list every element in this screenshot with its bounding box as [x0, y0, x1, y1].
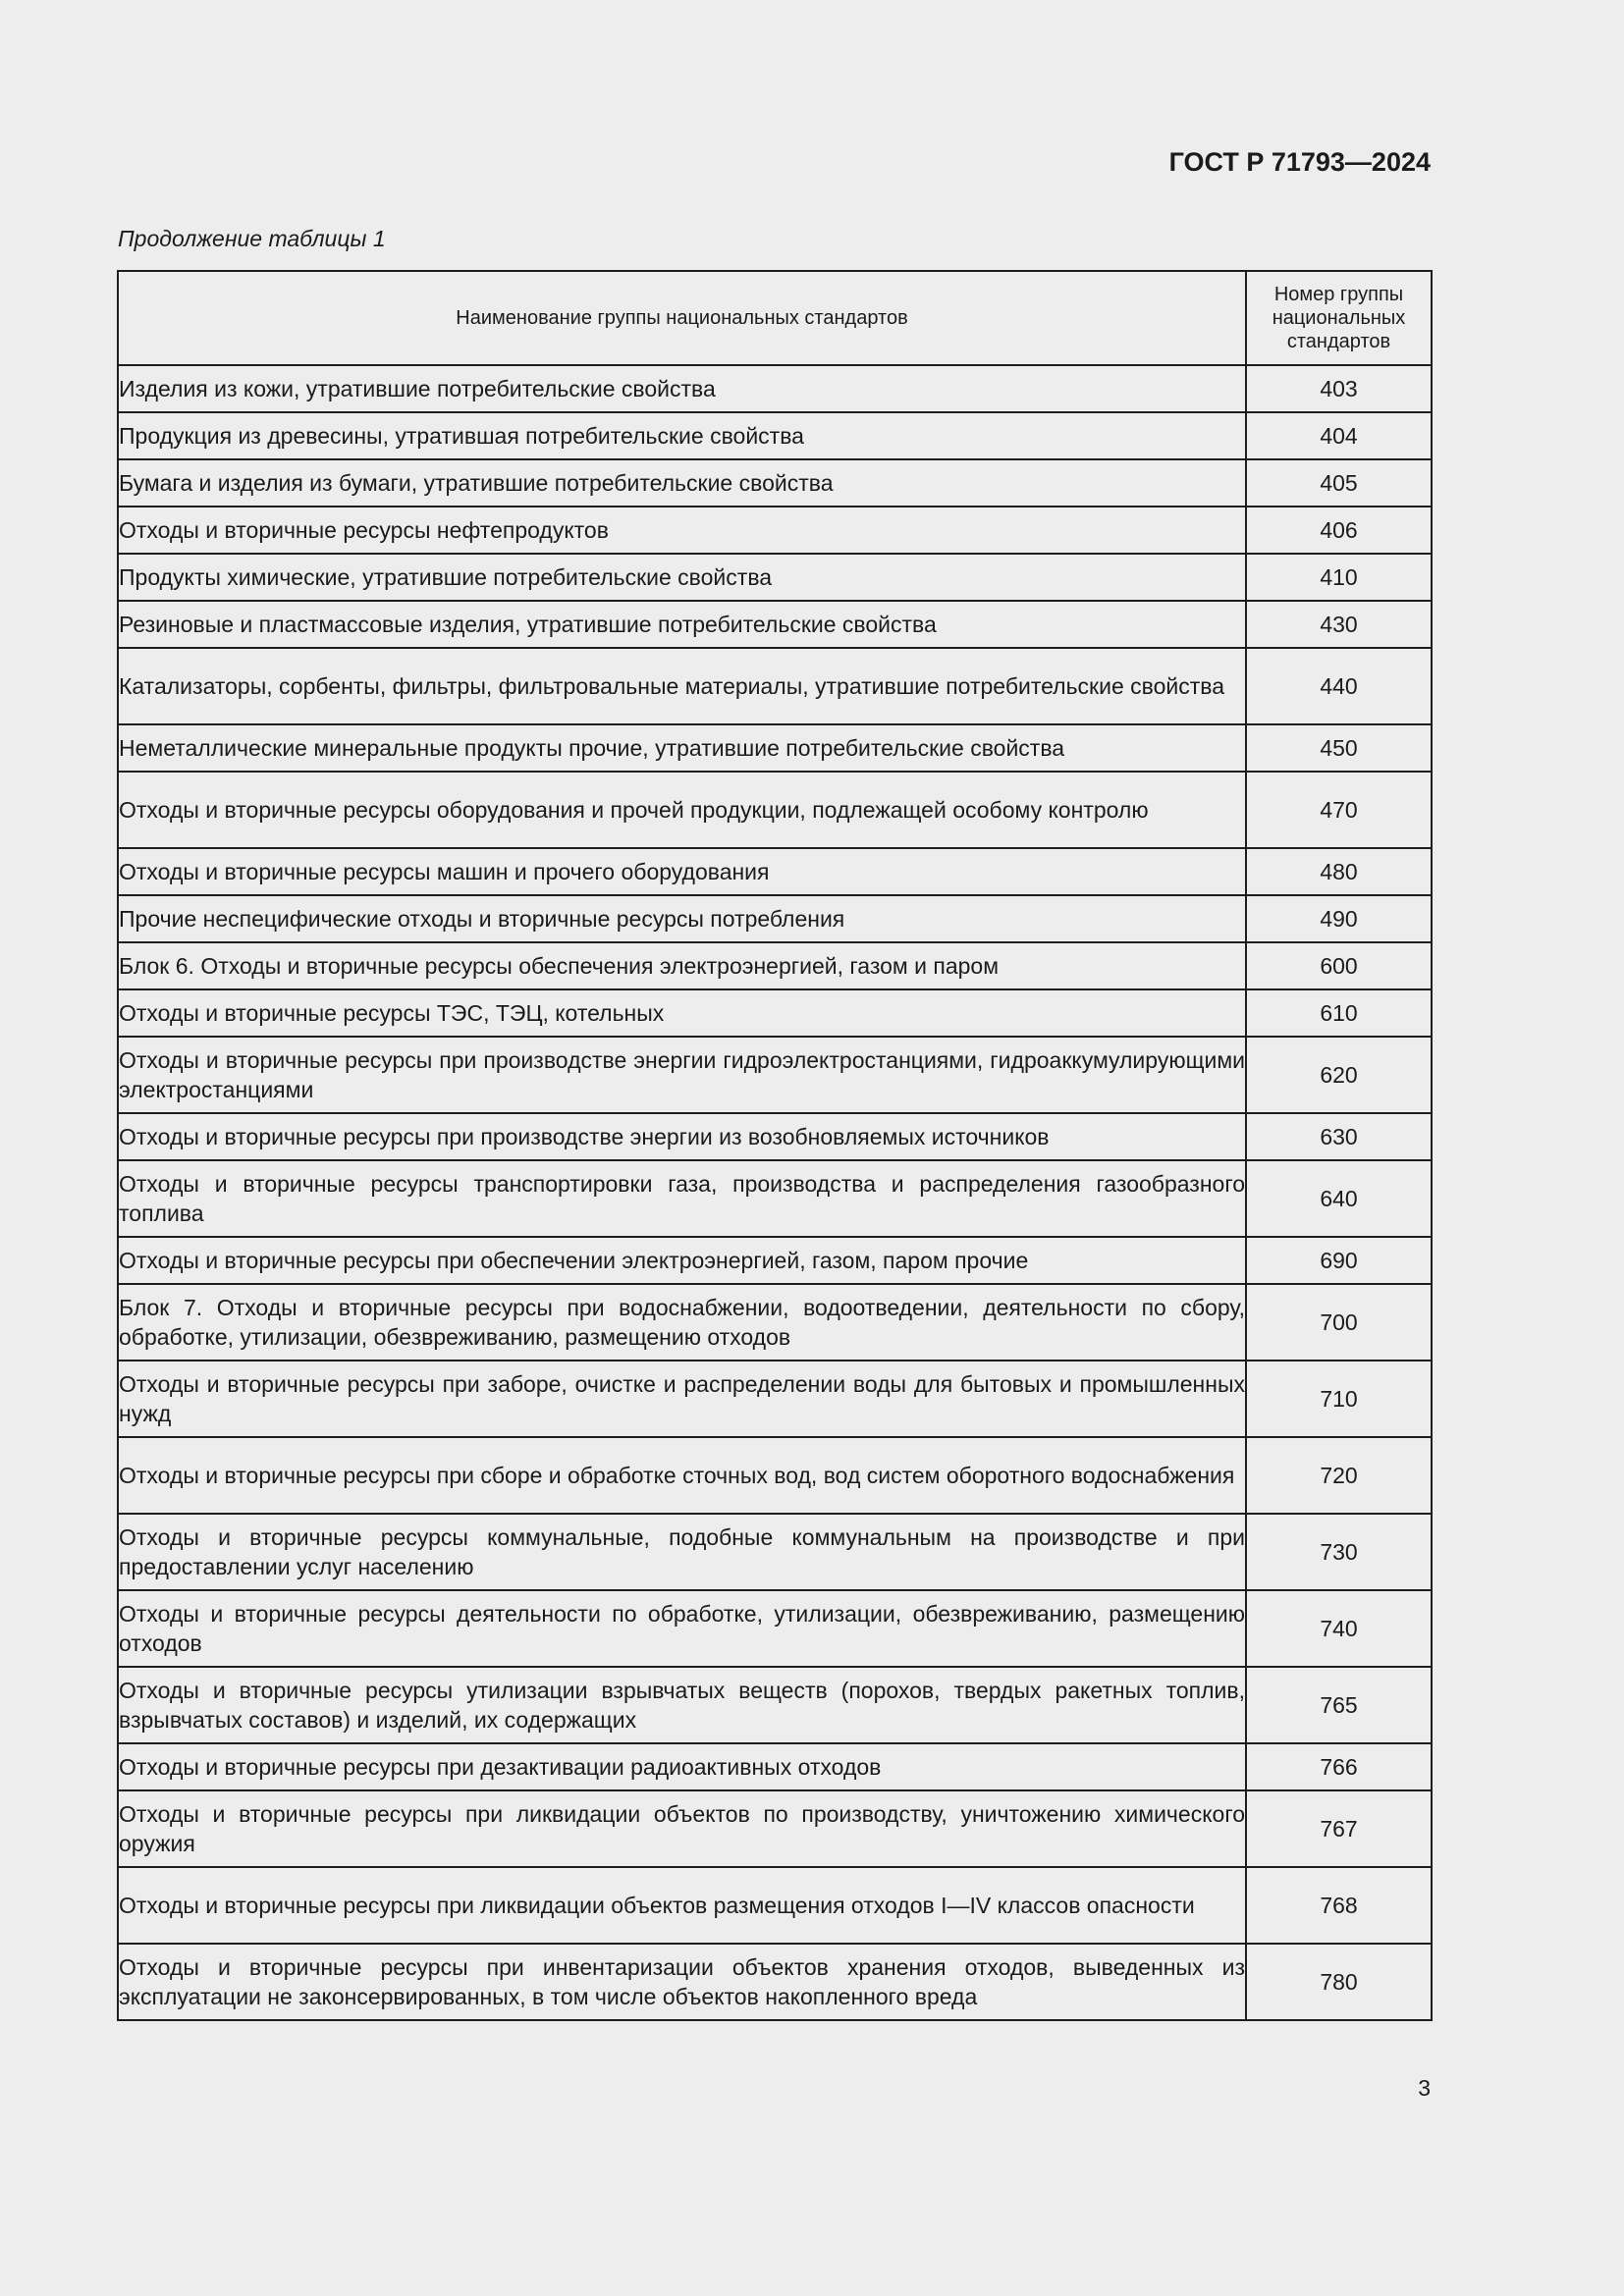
table-row	[118, 1790, 1432, 1867]
table-row	[118, 1514, 1432, 1590]
column-header-code: Номер группы национальных стандартов	[1246, 271, 1432, 365]
group-number-cell: 640	[1246, 1160, 1432, 1237]
table-row	[118, 1944, 1432, 2020]
group-name-cell: Отходы и вторичные ресурсы при производстве энергии гидроэлектростанциями, гидроаккумулирующими электростанциями	[118, 1037, 1246, 1113]
group-number-cell: 600	[1246, 942, 1432, 989]
page-number: 3	[1418, 2075, 1431, 2101]
group-number-cell: 690	[1246, 1237, 1432, 1284]
table-row	[118, 772, 1432, 848]
group-number-cell: 610	[1246, 989, 1432, 1037]
table-row	[118, 848, 1432, 895]
table-caption: Продолжение таблицы 1	[118, 226, 386, 251]
table-row	[118, 989, 1432, 1037]
group-number-cell: 767	[1246, 1790, 1432, 1867]
table-row	[118, 1590, 1432, 1667]
group-name-cell: Отходы и вторичные ресурсы при ликвидации объектов по производству, уничтожению химического оружия	[118, 1790, 1246, 1867]
table-row	[118, 648, 1432, 724]
group-number-cell: 406	[1246, 507, 1432, 554]
group-number-cell: 410	[1246, 554, 1432, 601]
group-name-cell: Отходы и вторичные ресурсы нефтепродуктов	[118, 507, 1246, 554]
group-number-cell: 450	[1246, 724, 1432, 772]
standards-groups-table	[117, 270, 1433, 2021]
group-number-cell: 730	[1246, 1514, 1432, 1590]
table-row	[118, 895, 1432, 942]
group-number-cell: 480	[1246, 848, 1432, 895]
group-name-cell: Неметаллические минеральные продукты прочие, утратившие потребительские свойства	[118, 724, 1246, 772]
group-name-cell: Отходы и вторичные ресурсы при инвентаризации объектов хранения отходов, выведенных из эксплуатации не законсервированных, в том числе объектов накопленного вреда	[118, 1944, 1246, 2020]
column-header-name: Наименование группы национальных стандартов	[118, 271, 1246, 365]
group-number-cell: 490	[1246, 895, 1432, 942]
group-number-cell: 430	[1246, 601, 1432, 648]
group-number-cell: 766	[1246, 1743, 1432, 1790]
table-row	[118, 942, 1432, 989]
group-name-cell: Блок 7. Отходы и вторичные ресурсы при водоснабжении, водоотведении, деятельности по сбору, обработке, утилизации, обезвреживанию, размещению отходов	[118, 1284, 1246, 1361]
group-name-cell: Отходы и вторичные ресурсы транспортировки газа, производства и распределения газообразного топлива	[118, 1160, 1246, 1237]
group-name-cell: Отходы и вторичные ресурсы при обеспечении электроэнергией, газом, паром прочие	[118, 1237, 1246, 1284]
group-name-cell: Отходы и вторичные ресурсы оборудования и прочей продукции, подлежащей особому контролю	[118, 772, 1246, 848]
table-header-row	[118, 271, 1432, 365]
table-row	[118, 412, 1432, 459]
table-row	[118, 601, 1432, 648]
group-number-cell: 405	[1246, 459, 1432, 507]
group-name-cell: Блок 6. Отходы и вторичные ресурсы обеспечения электроэнергией, газом и паром	[118, 942, 1246, 989]
group-name-cell: Отходы и вторичные ресурсы деятельности по обработке, утилизации, обезвреживанию, размещению отходов	[118, 1590, 1246, 1667]
group-name-cell: Отходы и вторичные ресурсы утилизации взрывчатых веществ (порохов, твердых ракетных топлив, взрывчатых составов) и изделий, их содержащих	[118, 1667, 1246, 1743]
group-name-cell: Продукция из древесины, утратившая потребительские свойства	[118, 412, 1246, 459]
group-name-cell: Отходы и вторичные ресурсы ТЭС, ТЭЦ, котельных	[118, 989, 1246, 1037]
table-row	[118, 724, 1432, 772]
group-number-cell: 470	[1246, 772, 1432, 848]
table-row	[118, 459, 1432, 507]
document-code: ГОСТ Р 71793—2024	[1168, 147, 1431, 177]
group-number-cell: 630	[1246, 1113, 1432, 1160]
group-number-cell: 720	[1246, 1437, 1432, 1514]
group-name-cell: Отходы и вторичные ресурсы при заборе, очистке и распределении воды для бытовых и промышленных нужд	[118, 1361, 1246, 1437]
group-number-cell: 700	[1246, 1284, 1432, 1361]
group-name-cell: Отходы и вторичные ресурсы машин и прочего оборудования	[118, 848, 1246, 895]
group-name-cell: Продукты химические, утратившие потребительские свойства	[118, 554, 1246, 601]
group-name-cell: Катализаторы, сорбенты, фильтры, фильтровальные материалы, утратившие потребительские свойства	[118, 648, 1246, 724]
group-name-cell: Бумага и изделия из бумаги, утратившие потребительские свойства	[118, 459, 1246, 507]
table-row	[118, 1437, 1432, 1514]
group-number-cell: 620	[1246, 1037, 1432, 1113]
group-name-cell: Прочие неспецифические отходы и вторичные ресурсы потребления	[118, 895, 1246, 942]
table-row	[118, 1284, 1432, 1361]
table-row	[118, 1361, 1432, 1437]
table-row	[118, 554, 1432, 601]
table-row	[118, 365, 1432, 412]
group-name-cell: Отходы и вторичные ресурсы при дезактивации радиоактивных отходов	[118, 1743, 1246, 1790]
group-number-cell: 740	[1246, 1590, 1432, 1667]
group-number-cell: 768	[1246, 1867, 1432, 1944]
group-number-cell: 440	[1246, 648, 1432, 724]
group-number-cell: 765	[1246, 1667, 1432, 1743]
group-number-cell: 403	[1246, 365, 1432, 412]
group-name-cell: Отходы и вторичные ресурсы коммунальные, подобные коммунальным на производстве и при предоставлении услуг населению	[118, 1514, 1246, 1590]
group-name-cell: Отходы и вторичные ресурсы при производстве энергии из возобновляемых источников	[118, 1113, 1246, 1160]
table-row	[118, 1113, 1432, 1160]
group-number-cell: 404	[1246, 412, 1432, 459]
table-row	[118, 1743, 1432, 1790]
table-row	[118, 1237, 1432, 1284]
group-name-cell: Отходы и вторичные ресурсы при ликвидации объектов размещения отходов I—IV классов опасности	[118, 1867, 1246, 1944]
group-number-cell: 780	[1246, 1944, 1432, 2020]
table-row	[118, 1160, 1432, 1237]
table-row	[118, 1037, 1432, 1113]
table-row	[118, 507, 1432, 554]
group-name-cell: Изделия из кожи, утратившие потребительские свойства	[118, 365, 1246, 412]
group-name-cell: Резиновые и пластмассовые изделия, утратившие потребительские свойства	[118, 601, 1246, 648]
group-name-cell: Отходы и вторичные ресурсы при сборе и обработке сточных вод, вод систем оборотного водоснабжения	[118, 1437, 1246, 1514]
table-row	[118, 1667, 1432, 1743]
table-row	[118, 1867, 1432, 1944]
group-number-cell: 710	[1246, 1361, 1432, 1437]
